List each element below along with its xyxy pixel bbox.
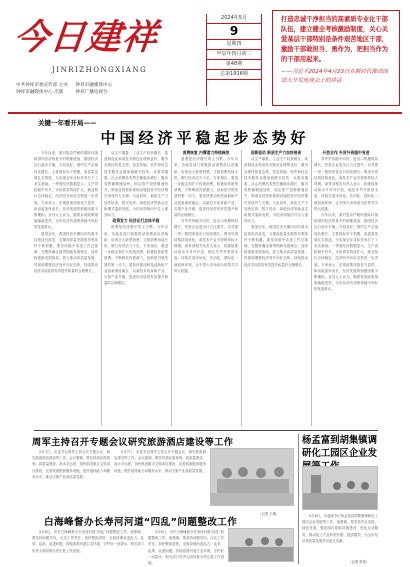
masthead-rule <box>8 112 402 114</box>
reporter-credit: （记者 张伟） <box>348 560 370 564</box>
lead-paragraph: 消费是经济增长的主引擎。今年以来，各地各部门积极推动消费品以旧换新，培育壮大新型消费，文旅消费持续火热，假日经济活力十足。专家指出，要进一步稳定和扩大传统消费，积极培育新型消费，不断释放内需潜力。创新是引领发展的第一动力，要加快推动科技创新和产业创新深度融合，以新技术培育新产业、引领产业升级，促进经济质的有效提升和量的合理增长。 <box>104 225 168 286</box>
river-photo <box>228 528 294 562</box>
publisher-col-1: 中共钟祥市委宣传部 主办 钟祥市融媒体中心 出版 <box>16 83 68 95</box>
logo-pinyin: JINRIZHONGXIANG <box>52 66 148 74</box>
date-day: 9 <box>207 24 261 40</box>
reporter-credit: （记者 王敏） <box>258 512 280 516</box>
lead-subhead: 创新驱动 新质生产力加快培育 <box>250 150 302 155</box>
lead-paragraph: 从生产端看，工业生产较快增长，装备制造业和高技术制造业增势良好，服务业保持恢复态势，信息传输、软件和信息技术服务业增加值增长较快。从需求端看，社会消费品零售总额稳步增长，服务零售额增速加快，固定资产投资增速回升，制造业投资和基础设施投资对经济增长形成有力支撑。与此同时，新质生产力加快培育，数字经济、绿色经济等新业态新模式蓬勃发展，为经济持续回升注入强劲动力。 <box>244 157 308 224</box>
lead-paragraph: 展望全年，我国经济长期向好的基本趋势没有改变，支撑高质量发展的有利条件不断积累。要坚持稳中求进工作总基调，完整准确全面贯彻新发展理念，加快构建新发展格局，着力推动高质量发展，巩固和增强经济回升向好态势，持续推动经济实现质的有效提升和量的合理增长。 <box>244 225 308 267</box>
story-title-river: 白海峰督办长寿河河道“四乱”问题整改工作 <box>44 517 238 528</box>
publisher-info <box>16 82 186 96</box>
column-divider <box>101 150 102 426</box>
quote-text: 打造忠诚干净担当的高素质专业化干部队伍，建立健全考核激励制度，关心关爱基层干部特别是条件艰苦地区干部，激励干部敢担当、勇作为，把担当作为的干部用起来。 <box>281 16 389 63</box>
lead-column-4 <box>244 150 308 428</box>
chemical-photo <box>302 466 378 510</box>
lead-paragraph: 从生产端看，工业生产较快增长，装备制造业和高技术制造业增势良好，服务业保持恢复态势，信息传输、软件和信息技术服务业增加值增长较快。从需求端看，社会消费品零售总额稳步增长，服务零售额增速加快，固定资产投资增速回升，制造业投资和基础设施投资对经济增长形成有力支撑。与此同时，新质生产力加快培育，数字经济、绿色经济等新业态新模式蓬勃发展，为经济持续回升注入强劲动力。 <box>104 151 168 218</box>
lead-paragraph: 今年以来，面对复杂严峻的国际环境和国内经济恢复中的困难挑战，我国经济运行起步平稳、开局良好。国内生产总值同比增长，主要指标好于预期，高质量发展扎实推进，为实现全年目标任务打下了坚实基础。一季度经济数据显示，生产供给稳中有升，市场需求持续扩大，就业物价总体稳定，经济回升向好态势进一步巩固。专家表示，宏观政策持续发力显效，新动能加快成长，经济发展的积极因素不断累积。业内人士认为，随着各项政策措施落地见效，全年经济有望保持稳中向好的发展势头。 <box>314 213 378 292</box>
story-title-chemical: 杨孟富到胡集镇调研化工园区企业发 <box>302 435 378 459</box>
date-weekday: 星期四 <box>207 40 261 50</box>
lead-paragraph: 对外贸易稳中向好，进出口规模保持增长，民营企业进出口占比提升，对共建一带一路国家进出口较快增长。利用外资结构持续优化，高技术产业引资保持较大规模。商务部相关负责人表示，将继续推动高水平对外开放，稳住外贸外资基本盘，持续打造市场化、法治化、国际化一流营商环境，让中国大市场成为世界共享的大机遇。 <box>174 219 238 273</box>
meeting-photo <box>210 448 294 506</box>
issue-number: 第48期 <box>207 60 261 70</box>
meeting-photo-image <box>211 449 294 506</box>
chemical-photo-image <box>303 467 378 510</box>
story-body-meeting-2 <box>114 449 206 505</box>
story-title-meeting: 周军主持召开专题会议研究旅游酒店建设等工作 <box>32 437 234 448</box>
lead-paragraph: 展望全年，我国经济长期向好的基本趋势没有改变，支撑高质量发展的有利条件不断积累。要坚持稳中求进工作总基调，完整准确全面贯彻新发展理念，加快构建新发展格局，着力推动高质量发展，巩固和增强经济回升向好态势，持续推动经济实现质的有效提升和量的合理增长。 <box>34 231 98 273</box>
masthead <box>0 0 410 112</box>
newspaper-logo: 今日建祥 <box>11 17 161 58</box>
lead-paragraph: 消费是经济增长的主引擎。今年以来，各地各部门积极推动消费品以旧换新，培育壮大新型消费，文旅消费持续火热，假日经济活力十足。专家指出，要进一步稳定和扩大传统消费，积极培育新型消费，不断释放内需潜力。创新是引领发展的第一动力，要加快推动科技创新和产业创新深度融合，以新技术培育新产业、引领产业升级，促进经济质的有效提升和量的合理增长。 <box>174 157 238 218</box>
story-body-river-2 <box>148 529 224 565</box>
column-divider <box>241 150 242 426</box>
lead-paragraph: 今年以来，面对复杂严峻的国际环境和国内经济恢复中的困难挑战，我国经济运行起步平稳、开局良好。国内生产总值同比增长，主要指标好于预期，高质量发展扎实推进，为实现全年目标任务打下了坚实基础。一季度经济数据显示，生产供给稳中有升，市场需求持续扩大，就业物价总体稳定，经济回升向好态势进一步巩固。专家表示，宏观政策持续发力显效，新动能加快成长，经济发展的积极因素不断累积。业内人士认为，随着各项政策措施落地见效，全年经济有望保持稳中向好的发展势头。 <box>34 151 98 230</box>
section-rule <box>34 430 378 431</box>
column-divider <box>171 150 172 426</box>
story-body-meeting <box>32 449 110 505</box>
story-paragraph: 5月8日，市长白海峰督办长寿河河道“四乱”问题整改工作。他强调，要坚持问题导向，压实工作责任，加快整改进度，全面清理河道乱占、乱采、乱堆、乱建问题，持续改善河道生态环境，守护好一河碧水。相关部门负责人陪同督办并汇报工作进展。 <box>32 530 144 553</box>
story-body-river <box>32 529 144 565</box>
lead-subhead: 政策发力 经济运行总体平稳 <box>112 218 160 224</box>
lead-column-1 <box>34 150 98 428</box>
quote-attribution: ——习近平2024年4月23日在新时代推动西部大开发座谈会上的讲话 <box>281 69 388 84</box>
column-divider <box>298 434 299 564</box>
story-paragraph: 5月7日，市委书记周军主持召开专题会议，研究旅游酒店建设等工作。会议强调，要坚持高标准规划、高质量建设、高水平运营，加快推进重点文旅项目建设，完善旅游配套服务设施，提升接待能力和服务水平，推动文旅产业高质量发展。 <box>114 450 206 473</box>
lead-column-2 <box>104 150 168 428</box>
date-box <box>206 14 262 106</box>
total-issue-number: 总第1916期 <box>207 70 261 80</box>
lead-column-5 <box>314 150 378 428</box>
column-divider <box>311 150 312 426</box>
quote-box <box>272 10 400 106</box>
story-paragraph: 5月8日，市长白海峰督办长寿河河道“四乱”问题整改工作。他强调，要坚持问题导向，压实工作责任，加快整改进度，全面清理河道乱占、乱采、乱堆、乱建问题，持续改善河道生态环境，守护好一河碧水。相关部门负责人陪同督办并汇报工作进展。 <box>148 530 224 565</box>
publisher-col-2: 钟祥市融媒体中心 钟祥广播电视台 <box>75 83 113 95</box>
river-photo-image <box>229 529 294 562</box>
lead-headline: 中国经济平稳起步态势好 <box>100 129 310 147</box>
story-body-chemical <box>302 513 378 557</box>
lead-column-3 <box>174 150 238 428</box>
lead-subhead: 消费恢复 内需潜力持续释放 <box>182 150 230 155</box>
lead-subhead: 开放合作 外贸外资稳中有进 <box>322 150 370 155</box>
date-year-month: 2024年5月 <box>207 14 261 24</box>
story-paragraph: 5月8日，市委副书记杨孟富到胡集镇调研化工园区企业发展等工作。他强调，要坚持安全发展、绿色发展，强化园区基础设施建设，优化企业服务，推动化工产业转型升级、提质增效，为全市经济高质量发展作出更大贡献。 <box>302 514 378 543</box>
date-lunar: 甲辰年四月初二 <box>207 50 261 60</box>
lead-kicker: 关键一年看开局—— <box>38 119 97 127</box>
story-paragraph: 5月7日，市委书记周军主持召开专题会议，研究旅游酒店建设等工作。会议强调，要坚持高标准规划、高质量建设、高水平运营，加快推进重点文旅项目建设，完善旅游配套服务设施，提升接待能力和服务水平，推动文旅产业高质量发展。 <box>32 450 110 479</box>
lead-paragraph: 对外贸易稳中向好，进出口规模保持增长，民营企业进出口占比提升，对共建一带一路国家进出口较快增长。利用外资结构持续优化，高技术产业引资保持较大规模。商务部相关负责人表示，将继续推动高水平对外开放，稳住外贸外资基本盘，持续打造市场化、法治化、国际化一流营商环境，让中国大市场成为世界共享的大机遇。 <box>314 157 378 211</box>
